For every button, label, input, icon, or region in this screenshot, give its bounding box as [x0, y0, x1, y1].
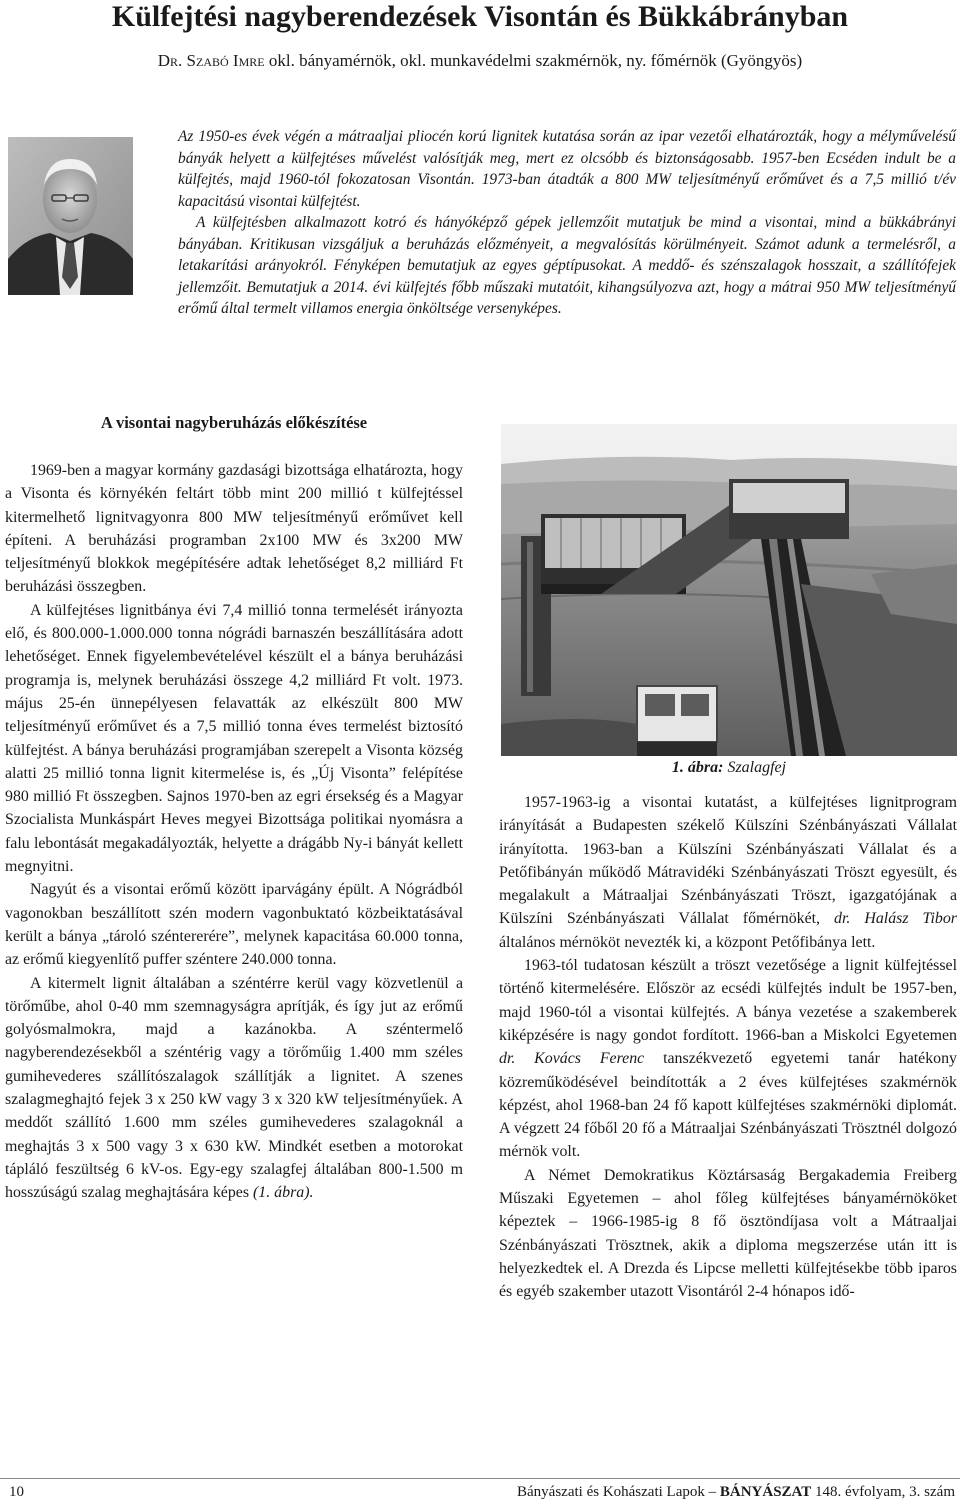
body-paragraph — [499, 954, 957, 1164]
article-title: Külfejtési nagyberendezések Visontán és Bükkábrányban — [111, 0, 849, 33]
body-paragraph: Nagyút és a visontai erőmű között iparvágány épült. A Nógrádból vagonokban beszállított szén modern vagonbuktató közbeiktatásával került a bánya „tároló széntererére”, melynek kapacitása 60.000 tonna, az erőmű kiegyenlítő puffer széntere 240.000 tonna. — [5, 881, 463, 969]
author-credentials: okl. bányamérnök, okl. munkavédelmi szakmérnök, ny. főmérnök (Gyöngyös) — [268, 51, 803, 70]
left-column — [5, 412, 463, 1205]
abstract — [178, 126, 956, 320]
body-paragraph: 1969-ben a magyar kormány gazdasági bizottsága elhatározta, hogy a Visonta és környékén feltárt több mint 200 millió t külfejtéssel kitermelhető lignitvagyonra 800 MW teljesítményű erőművet kell építeni. A beruházási programban 2x100 MW és 3x200 MW teljesítményű blokkok megépítésére adtak lehetőséget 8,2 milliárd Ft beruházási összegben. — [5, 462, 463, 596]
figure-label: 1. ábra: — [671, 759, 724, 776]
person-name: dr. Halász Tibor — [834, 910, 957, 928]
body-text: általános mérnököt nevezték ki, a központ Petőfibánya lett. — [499, 933, 876, 951]
journal-name-bold: BÁNYÁSZAT — [719, 1484, 812, 1500]
journal-name: Bányászati és Kohászati Lapok – — [517, 1484, 717, 1500]
body-paragraph: A külfejtéses lignitbánya évi 7,4 millió tonna termelését irányozta elő, és 800.000-1.000.000 tonna nógrádi barnaszén beszállítására adott lehetőséget. Ennek figyelembevételével készült el a bánya beruházási programja is, melynek beruházási összege 4,2 milliárd Ft volt. 1973. május 25-én ünnepélyesen felavatták az elkészült 800 MW teljesítményű erőművet és a 7,5 millió tonna éves termelést biztosító külfejtést. A bánya beruházási programjában szerepelt a Visonta község alatti 25 millió tonna lignit kitermelése is, és „Új Visonta” felépítése 980 millió Ft összegben. Sajnos 1970-ben az egri érsekség és a Magyar Szocialista Munkáspárt Heves megyei Bizottsága politikai nyomásra a falu lebontását megakadályozták, helyette a drágább Ny-i bányát kellett megnyitni. — [5, 601, 463, 876]
byline — [0, 50, 960, 72]
author-name: Dr. Szabó Imre — [157, 51, 265, 70]
abstract-paragraph: A külfejtésben alkalmazott kotró és hányóképző gépek jellemzőit mutatjuk be mind a visontai, mind a bükkábrányi bányában. Kritikusan vizsgáljuk a beruházás előzményeit, a megvalósítás körülményeit. Számot adunk a termelésről, a letakarítási arányokról. Fényképen bemutatjuk az egyes géptípusokat. A meddő- és szénszalagok hosszait, a szállítófejek jellemzőit. Bemutatjuk a 2014. évi külfejtés főbb műszaki mutatóit, kihangsúlyozva azt, hogy a mátrai 950 MW teljesítményű erőmű által termelt villamos energia önköltsége versenyképes. — [178, 214, 956, 317]
body-paragraph — [499, 791, 957, 954]
section-heading: A visontai nagyberuházás előkészítése — [100, 413, 368, 432]
page-number: 10 — [9, 1484, 24, 1500]
page-footer — [0, 1478, 960, 1505]
person-name: dr. Kovács Ferenc — [499, 1050, 645, 1068]
author-portrait — [8, 137, 133, 295]
body-text: tanszékvezető egyetemi tanár hatékony közreműködésével beindították a 2 éves külfejtéses szakmérnök képzést, ahol 1968-ban 24 fő kapott külfejtéses szakmérnöki diplomát. A végzett 24 főből 20 fő a Mátraaljai Szénbányászati Trösztnél dolgozó mérnök volt. — [499, 1050, 957, 1161]
body-text: 1957-1963-ig a visontai kutatást, a külfejtéses lignitprogram irányítását a Budapesten székelő Külszíni Szénbányászati Vállalat irányította. 1963-ban a Külszíni Szénbányászati Vállalat és a Petőfibányán működő Mátravidéki Szénbányászati Tröszt egyesült, és megalakult a Mátraaljai Szénbányászati Tröszt, igazgatójának a Külszíni Szénbányászati Vállalat főmérnökét, — [499, 794, 957, 928]
journal-info — [517, 1481, 955, 1503]
body-paragraph — [5, 972, 463, 1205]
figure-caption-text: Szalagfej — [727, 759, 787, 776]
figure-reference: (1. ábra). — [253, 1184, 314, 1202]
abstract-paragraph: Az 1950-es évek végén a mátraaljai pliocén korú lignitek kutatása során az ipar vezetői elhatározták, hogy a mélyművelésű bányák helyett a külfejtéses művelést valósítják meg, mert ez olcsóbb és biztonságosabb. 1957-ben Ecséden indult be a külfejtés, majd 1960-tól fokozatosan Visontán. 1973-ban átadták a 800 MW teljesítményű erőművet és a 7,5 millió t/év kapacitású visontai külfejtést. — [178, 128, 956, 210]
figure-caption — [501, 757, 957, 779]
body-text: A kitermelt lignit általában a széntérre kerül vagy közvetlenül a törőműbe, ahol 0-40 mm szemnagyságra aprítják, és így jut az erőmű golyósmalmokra, majd a kazánokba. A széntermelő nagyberendezésekből a széntérig vagy a törőműig 1.400 mm széles gumihevederes szállítószalagok szállítják a lignitet. A szenes szalagmeghajtó fejek 3 x 250 kW vagy 3 x 320 kW teljesítményűek. A meddőt szállító 1.600 mm széles gumihevederes szalagoknál a meghajtás 3 x 500 vagy 3 x 630 kW. Mindkét esetben a motorokat tápláló feszültség 6 kV-os. Egy-egy szalagfej általában 800-1.500 m hosszúságú szalag meghajtására képes — [5, 974, 463, 1202]
figure-photo-belt-head — [501, 424, 957, 756]
right-column — [499, 791, 957, 1304]
body-text: 1963-tól tudatosan készült a tröszt vezetősége a lignit külfejtéssel történő kitermelésére. Először az ecsédi külfejtés indult be 1957-ben, majd 1960-tól a visontai külfejtés. A bánya vezetése a szakemberek kiképzésére is nagy gondot fordított. 1966-ban a Miskolci Egyetemen — [499, 957, 957, 1044]
body-paragraph: A Német Demokratikus Köztársaság Bergakademia Freiberg Műszaki Egyetemen – ahol főleg külfejtéses bányamérnököket képeztek – 1966-1985-ig 8 fő ösztöndíjasa volt a Mátraaljai Szénbányászati Trösztnek, akik a diploma megszerzése után itt is helyezkedtek el. A Drezda és Lipcse melletti külfejtésekbe több iparos és egyéb szakember utazott Visontáról 2-4 hónapos idő- — [499, 1166, 957, 1301]
journal-issue: 148. évfolyam, 3. szám — [815, 1484, 955, 1500]
footer-rule — [0, 1478, 960, 1479]
